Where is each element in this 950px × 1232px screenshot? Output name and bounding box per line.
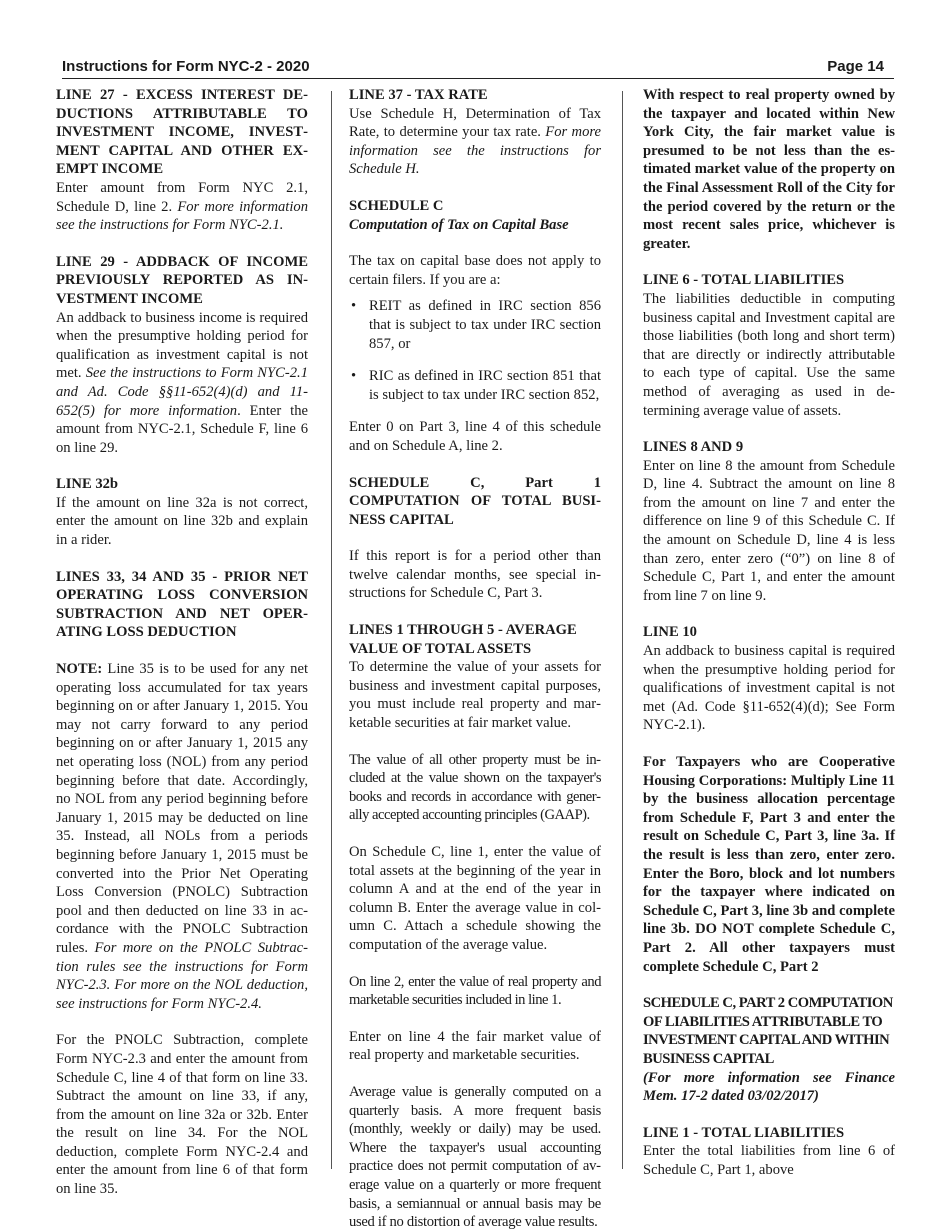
part-1-heading: SCHEDULE C, Part 1 COMPUTATION OF TOTAL BUSINESS CAPITAL — [349, 474, 601, 528]
column-1 — [56, 86, 308, 1199]
line-10-heading: LINE 10 — [643, 624, 697, 641]
line-1-heading: LINE 1 - TOTAL LIABILITIES — [643, 1124, 845, 1141]
average-value-text: Average value is generally computed on a quarterly basis. A more frequent basis (monthly, weekly or daily) may be used. Where the taxpayer's usual accounting practice does not permit computation of average value on a quarterly or more frequent basis, a semiannual or annual basis may be used if no distortion of average value results. — [349, 1083, 601, 1231]
line-32b-heading: LINE 32b — [56, 476, 119, 493]
lines-1-5-heading: LINES 1 THROUGH 5 - AVERAGE VALUE OF TOTAL ASSETS — [349, 622, 577, 657]
line-1-total-liabilities-text: Enter the total liabilities from line 6 of Schedule C, Part 1, above — [643, 1143, 895, 1178]
column-2 — [349, 86, 601, 1232]
other-property-text: The value of all other property must be included at the value shown on the taxpayer's books and records in accordance with generally accepted accounting principles (GAAP). — [349, 751, 601, 824]
filer-list — [349, 297, 601, 404]
pnolc-paragraph: For the PNOLC Subtraction, complete Form NYC-2.3 and enter the amount from Schedule C, line 4 of that form on line 33. Subtract the amount on line 33, if any, from the amount on line 32a or 32b. Enter the result on line 34. For the NOL deduction, complete Form NYC-2.4 and enter the amount from line 6 of that form on line 35. — [56, 1032, 308, 1198]
line-32b-text: If the amount on line 32a is not correct, enter the amount on line 32b and explain in a rider. — [56, 494, 308, 549]
schedule-c-heading: SCHEDULE C — [349, 197, 444, 214]
line-37-heading: LINE 37 - TAX RATE — [349, 87, 488, 103]
part-1-text: If this report is for a period other than twelve calendar months, see special instructions for Schedule C, Part 3. — [349, 548, 601, 602]
list-item: • RIC as defined in IRC section 851 that is subject to tax under IRC section 852, — [349, 367, 601, 404]
line-10-text: An addback to business capital is required when the presumptive holding period for qualifications of investment capital is not met (Ad. Code §11-652(4)(d); See Form NYC-2.1). — [643, 643, 895, 734]
line-2-text: On line 2, enter the value of real property and marketable securities included in line 1. — [349, 973, 601, 1009]
fair-market-value-notice: With respect to real property owned by the taxpayer and located within New York City, the fair market value is presumed to be not less than the estimated market value of the property on the Final Assessment Roll of the City for the period covered by the return or the most recent sales price, whichever is greater. — [643, 87, 895, 252]
part-2-subheading: (For more information see Finance Mem. 17-2 dated 03/02/2017) — [643, 1069, 895, 1105]
line-6-text: The liabilities deductible in computing business capital and Investment capital are those liabilities (both long and short term) that are directly or indirectly attributable to each type of capital. Use the same method of averaging as used in determining average value of assets. — [643, 290, 895, 419]
page-header — [62, 56, 894, 79]
list-item: • REIT as defined in IRC section 856 that is subject to tax under IRC section 857, or — [349, 297, 601, 353]
lines-8-9-text: Enter on line 8 the amount from Schedule D, line 4. Subtract the amount on line 8 from the amount on line 7 and enter the difference on line 9 of this Schedule C. If the amount on Schedule D, line 4 is less than zero, enter zero (“0”) on line 8 of Schedule C, Part 1, and enter the amount from line 7 on line 9. — [643, 457, 895, 604]
column-divider-2 — [622, 91, 623, 1169]
line-29-text: An addback to business income is required when the presumptive holding period for qualification as investment capital is not met. See the instructions to Form NYC-2.1 and Ad. Code §§11-652(4)(d) and 11-652(5) for more information. Enter the amount from NYC-2.1, Schedule F, line 6 on line 29. — [56, 309, 308, 456]
lines-8-9-heading: LINES 8 AND 9 — [643, 439, 744, 456]
line-1-text: On Schedule C, line 1, enter the value of total assets at the beginning of the year in column A and at the end of the year in column B. Enter the average value in column C. Attach a schedule showing the computation of the average value. — [349, 844, 601, 953]
cooperative-housing-notice: For Taxpayers who are Cooperative Housing Corporations: Multiply Line 11 by the business allocation percentage from Schedule F, Part 3 and enter the result on Schedule C, Part 3, line 3a. If the result is less than zero, enter zero. Enter the Boro, block and lot numbers for the taxpayer where indicated on Schedule C, Part 3, line 3b and complete line 3b. DO NOT complete Schedule C, Part 2. All other taxpayers must complete Schedule C, Part 2 — [643, 754, 895, 975]
line-27-text: Enter amount from Form NYC 2.1, Schedule D, line 2. For more information see the instructions for Form NYC-2.1. — [56, 179, 308, 234]
lines-1-5-text: To determine the value of your assets for business and investment capital purposes, you must include real property and marketable securities at fair market value. — [349, 659, 601, 732]
part-2-heading: SCHEDULE C, PART 2 COMPUTATION OF LIABILITIES ATTRIBUTABLE TO INVESTMENT CAPITAL AND WITHIN BUSINESS CAPITAL — [643, 995, 893, 1067]
document-title: Instructions for Form NYC-2 - 2020 — [62, 58, 310, 75]
schedule-c-subheading: Computation of Tax on Capital Base — [349, 216, 569, 233]
line-27-heading: LINE 27 - EXCESS INTEREST DEDUCTIONS ATTRIBUTABLE TO INVESTMENT INCOME, INVESTMENT CAPITAL AND OTHER EXEMPT INCOME — [56, 87, 308, 178]
lines-33-35-heading: LINES 33, 34 AND 35 - PRIOR NET OPERATING LOSS CONVERSION SUBTRACTION AND NET OPERATING LOSS DEDUCTION — [56, 568, 308, 641]
note-paragraph: NOTE: Line 35 is to be used for any net operating loss accumulated for tax years beginning on or after January 1, 2015. You may not carry forward to any period beginning on or after January 1, 2015 any net operating loss (NOL) from any period beginning before that date. Accordingly, no NOL from any period beginning before January 1, 2015 may be deducted on line 35. Instead, all NOLs from a periods beginning before January 1, 2015 must be converted into the Prior Net Operating Loss Conversion (PNOLC) Subtraction pool and then deducted on line 33 in accordance with the PNOLC Subtraction rules. For more on the PNOLC Subtraction rules see the instructions for Form NYC-2.3. For more on the NOL deduction, see instructions for Form NYC-2.4. — [56, 661, 308, 1012]
enter-zero-text: Enter 0 on Part 3, line 4 of this schedule and on Schedule A, line 2. — [349, 419, 601, 454]
line-6-heading: LINE 6 - TOTAL LIABILITIES — [643, 272, 845, 289]
schedule-c-intro: The tax on capital base does not apply to certain filers. If you are a: — [349, 253, 601, 288]
line-29-heading: LINE 29 - ADDBACK OF INCOME PREVIOUSLY REPORTED AS INVESTMENT INCOME — [56, 253, 308, 307]
column-3 — [643, 86, 895, 1179]
line-37-text: Use Schedule H, Determination of Tax Rate, to determine your tax rate. For more information see the instructions for Schedule H. — [349, 105, 601, 178]
page-number: Page 14 — [827, 58, 884, 75]
line-4-text: Enter on line 4 the fair market value of real property and marketable securities. — [349, 1028, 601, 1064]
column-divider-1 — [331, 91, 332, 1169]
